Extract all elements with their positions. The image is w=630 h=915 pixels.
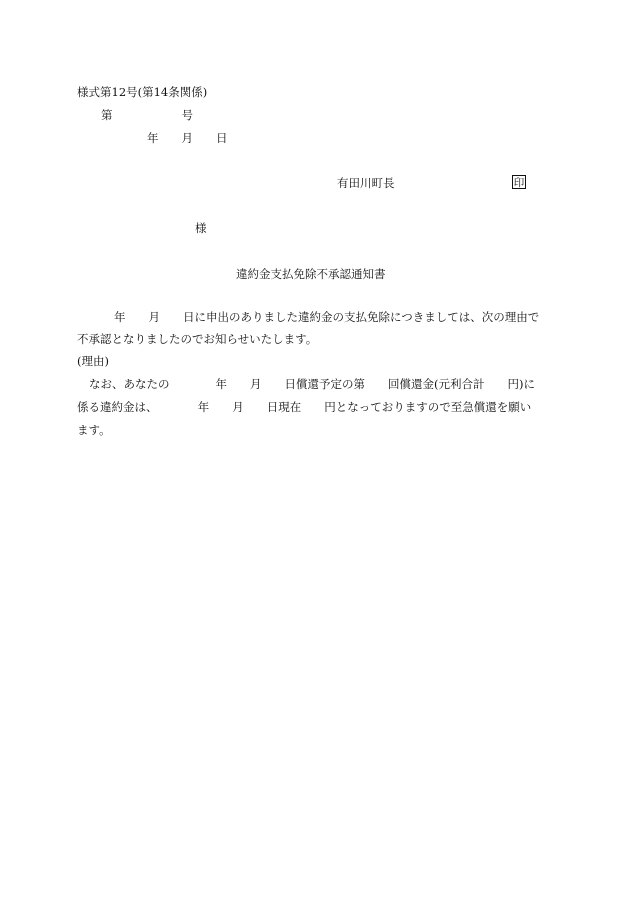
body-paragraph-2-line-2: 係る違約金は、 年 月 日現在 円となっておりますので至急償還を願い (77, 400, 532, 414)
body-paragraph-1-line-2: 不承認となりましたのでお知らせいたします。 (77, 332, 318, 346)
body-paragraph-2-line-1: なお、あなたの 年 月 日償還予定の第 回償還金(元利合計 円)に (89, 377, 535, 391)
body-paragraph-1-line-1: 年 月 日に申出のありました違約金の支払免除につきましては、次の理由で (114, 310, 540, 324)
document-title: 違約金支払免除不承認通知書 (236, 267, 386, 281)
issuer-name: 有田川町長 (337, 176, 395, 190)
body-paragraph-2-line-3: ます。 (77, 423, 111, 437)
issue-date: 年 月 日 (147, 131, 228, 145)
document-number: 第 号 (101, 108, 193, 122)
form-number: 様式第12号(第14条関係) (77, 85, 208, 99)
reason-label: (理由) (77, 354, 109, 368)
recipient-honorific: 様 (195, 221, 207, 235)
seal-mark: 印 (513, 177, 525, 189)
